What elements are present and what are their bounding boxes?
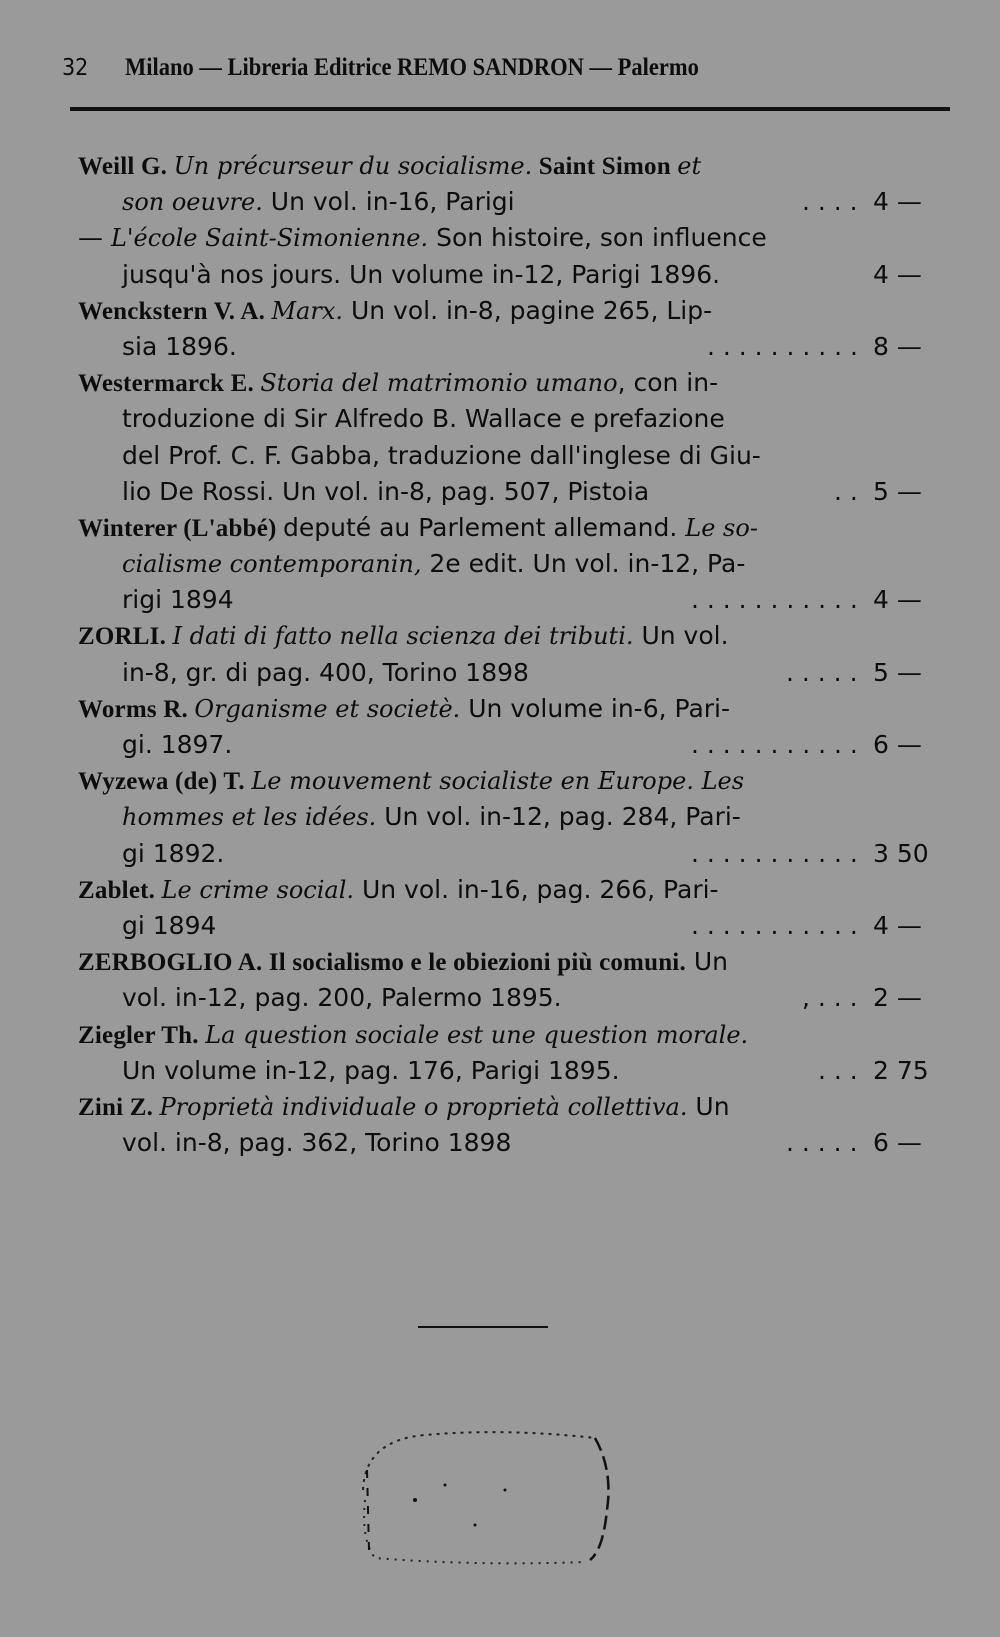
page-number: 32 xyxy=(62,55,89,81)
entry-line xyxy=(78,220,938,256)
entry-text: , con in- xyxy=(617,368,719,398)
entry-text: Un vol. in-12, pag. 284, Pari- xyxy=(376,802,741,832)
entry-line xyxy=(78,365,938,401)
entry-price: 2 — xyxy=(873,983,922,1013)
entry-line xyxy=(78,401,938,437)
entry-text: gi. 1897. xyxy=(122,730,233,759)
entry-text: 2e edit. Un vol. in-12, Pa- xyxy=(421,549,746,579)
entry-author: Zablet. xyxy=(78,876,162,904)
entry-title: Le crime social. xyxy=(161,875,354,904)
entry-line xyxy=(78,872,938,908)
entry-author: Winterer (L'abbé) xyxy=(78,514,283,542)
entry-line xyxy=(78,582,938,618)
entry-text: Un xyxy=(685,947,728,977)
entry-price: 3 50 xyxy=(873,838,929,868)
entry-author: Ziegler Th. xyxy=(78,1021,206,1049)
entry-line xyxy=(78,691,938,727)
entry-price: 4 — xyxy=(873,585,922,615)
entry-title: Le mouvement socialiste en Europe. Les xyxy=(251,767,745,796)
entry-title: cialisme contemporanin, xyxy=(122,550,422,579)
entry-line xyxy=(78,474,938,510)
dot-leader: . . . . xyxy=(802,187,858,217)
entry-title: La question sociale est une question morale. xyxy=(205,1020,749,1049)
catalogue-entry xyxy=(78,1089,938,1161)
entry-line xyxy=(78,546,938,582)
header-rule xyxy=(70,107,950,111)
dot-leader: , . . . xyxy=(802,983,858,1013)
entry-line xyxy=(78,510,938,546)
entry-text: gi 1892. xyxy=(122,838,225,868)
entry-title: Proprietà individuale o proprietà collettiva. xyxy=(159,1092,688,1121)
entry-author: Saint Simon xyxy=(532,153,678,180)
entry-line xyxy=(78,799,938,835)
entry-text: gi 1894 xyxy=(122,910,217,940)
entry-author: Wenckstern V. A. xyxy=(78,297,272,325)
entry-text: jusqu'à nos jours. Un volume in-12, Parigi 1896. xyxy=(122,259,721,289)
entry-title: hommes et les idées. xyxy=(122,803,377,832)
catalogue-entry xyxy=(78,293,938,365)
dot-leader: . . xyxy=(834,476,858,506)
dot-leader: . . . . . . . . . . xyxy=(707,331,858,361)
entry-author: Wyzewa (de) T. xyxy=(78,768,252,796)
entry-line xyxy=(78,980,938,1016)
entry-line xyxy=(78,836,938,872)
dot-leader: . . . . . . . . . . . xyxy=(691,838,858,868)
entry-price: 4 — xyxy=(873,910,922,940)
entry-text: in-8, gr. di pag. 400, Torino 1898 xyxy=(122,657,529,687)
entry-line xyxy=(78,257,938,293)
entry-line xyxy=(78,148,938,184)
entry-price: 8 — xyxy=(873,331,922,361)
entry-line xyxy=(78,908,938,944)
entry-line xyxy=(78,944,938,980)
entry-title: Storia del matrimonio umano xyxy=(260,369,618,398)
page-header xyxy=(62,48,795,88)
entry-line xyxy=(78,655,938,691)
entry-price: 2 75 xyxy=(873,1055,929,1085)
catalogue-list xyxy=(78,148,938,1161)
entry-line xyxy=(78,763,938,799)
entry-author: Zini Z. xyxy=(78,1093,160,1121)
entry-text: Un vol. in-16, pag. 266, Pari- xyxy=(354,874,719,904)
running-title: Milano — Libreria Editrice REMO SANDRON — Palermo xyxy=(125,54,699,81)
entry-title: Marx. xyxy=(271,296,344,325)
dot-leader: . . . . . xyxy=(786,657,858,687)
entry-text: troduzione di Sir Alfredo B. Wallace e prefazione xyxy=(122,404,725,434)
dot-leader: . . . xyxy=(818,1055,858,1085)
library-stamp xyxy=(355,1430,625,1568)
entry-title: L'école Saint-Simonienne. xyxy=(110,224,429,253)
entry-text: Un vol. in-16, Parigi xyxy=(262,187,515,217)
entry-price: 4 — xyxy=(873,187,922,217)
entry-title: I dati di fatto nella scienza dei tributi. xyxy=(172,622,634,651)
dot-leader: . . . . . . . . . . . xyxy=(691,585,858,615)
entry-line xyxy=(78,618,938,654)
entry-price: 6 — xyxy=(873,730,922,759)
entry-text: deputé au Parlement allemand. xyxy=(282,512,686,542)
entry-line xyxy=(78,1125,938,1161)
entry-title: Organisme et societè. xyxy=(194,694,461,723)
entry-text: del Prof. C. F. Gabba, traduzione dall'inglese di Giu- xyxy=(122,440,761,470)
entry-line xyxy=(78,727,938,763)
catalogue-entry xyxy=(78,1017,938,1089)
entry-line xyxy=(78,293,938,329)
entry-price: 5 — xyxy=(873,476,922,506)
entry-text: — xyxy=(78,223,111,253)
entry-text: Un volume in-6, Pari- xyxy=(460,693,731,723)
entry-text: sia 1896. xyxy=(122,331,237,361)
entry-text: vol. in-8, pag. 362, Torino 1898 xyxy=(122,1128,512,1158)
catalogue-entry xyxy=(78,763,938,872)
catalogue-entry xyxy=(78,691,938,763)
entry-author: ZERBOGLIO A. Il socialismo e le obiezioni più comuni. xyxy=(78,949,686,977)
entry-price: 4 — xyxy=(873,259,922,289)
entry-author: ZORLI. xyxy=(78,623,173,651)
dot-leader: . . . . . . . . . . . xyxy=(691,730,858,759)
entry-text: Un vol. in-8, pagine 265, Lip- xyxy=(343,295,713,325)
entry-text: Un volume in-12, pag. 176, Parigi 1895. xyxy=(122,1055,620,1085)
entry-title: son oeuvre. xyxy=(122,188,263,217)
catalogue-entry xyxy=(78,872,938,944)
catalogue-entry xyxy=(78,944,938,1016)
entry-author: Westermarck E. xyxy=(78,370,261,398)
entry-text: Un vol. xyxy=(633,621,729,651)
entry-line xyxy=(78,329,938,365)
entry-text: Son histoire, son influence xyxy=(428,223,767,253)
entry-text: lio De Rossi. Un vol. in-8, pag. 507, Pistoia xyxy=(122,476,650,506)
entry-title: Un précurseur du socialisme. xyxy=(173,152,533,180)
catalogue-entry xyxy=(78,365,938,510)
entry-line xyxy=(78,184,938,220)
footer-rule xyxy=(418,1326,548,1328)
dot-leader: . . . . . xyxy=(786,1128,858,1158)
entry-text: Un xyxy=(687,1091,730,1121)
entry-price: 6 — xyxy=(873,1128,922,1158)
entry-line xyxy=(78,1017,938,1053)
entry-line xyxy=(78,438,938,474)
entry-price: 5 — xyxy=(873,657,922,687)
entry-text: vol. in-12, pag. 200, Palermo 1895. xyxy=(122,983,562,1013)
catalogue-entry xyxy=(78,148,938,220)
entry-text: rigi 1894 xyxy=(122,585,234,615)
entry-line xyxy=(78,1089,938,1125)
catalogue-entry xyxy=(78,618,938,690)
catalogue-entry xyxy=(78,220,938,292)
entry-line xyxy=(78,1053,938,1089)
entry-author: Worms R. xyxy=(78,695,195,723)
catalogue-entry xyxy=(78,510,938,619)
entry-author: Weill G. xyxy=(78,153,174,180)
entry-title: et xyxy=(677,152,702,180)
dot-leader: . . . . . . . . . . . xyxy=(691,910,858,940)
entry-title: Le so- xyxy=(685,513,758,542)
